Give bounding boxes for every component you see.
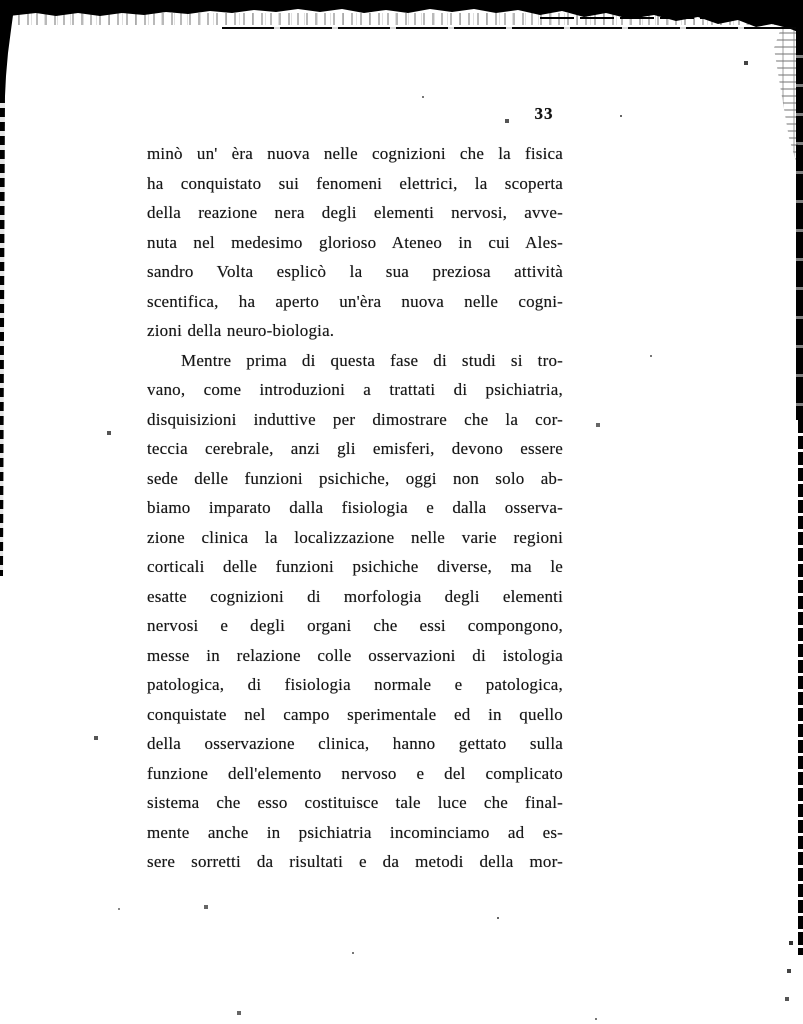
text-line: sistema che esso costituisce tale luce che final- [147,793,563,812]
paragraph-1 [147,139,563,346]
scan-artifact-specks [0,0,2,2]
text-line: zione clinica la localizzazione nelle varie regioni [147,527,563,547]
text-line: della reazione nera degli elementi nervosi, avve- [147,203,563,222]
text-line: ha conquistato sui fenomeni elettrici, la scoperta [147,173,563,193]
text-line: biamo imparato dalla fisiologia e dalla osserva- [147,498,563,517]
scan-artifact-right-edge [798,420,803,955]
text-line: messe in relazione colle osservazioni di istologia [147,645,563,665]
scan-artifact-left-edge [0,94,5,576]
text-line: nervosi e degli organi che essi compongono, [147,616,563,635]
text-line: corticali delle funzioni psichiche diverse, ma le [147,557,563,576]
scan-artifact-rule-line [540,17,803,19]
text-line: nuta nel medesimo glorioso Ateneo in cui Ales- [147,232,563,252]
scan-artifact-rule-line [222,27,797,29]
text-line: teccia cerebrale, anzi gli emisferi, devono essere [147,439,563,458]
text-line: sere sorretti da risultati e da metodi della mor- [147,852,563,871]
text-line: esatte cognizioni di morfologia degli elementi [147,586,563,606]
page-number: 33 [534,104,554,123]
text-line: della osservazione clinica, hanno gettato sulla [147,734,563,753]
scan-artifact-top-noise [0,13,803,25]
text-line: conquistate nel campo sperimentale ed in quello [147,704,563,724]
text-line: zioni della neuro-biologia. [147,321,335,340]
paragraph-2 [147,346,563,877]
text-line: minò un' èra nuova nelle cognizioni che la fisica [147,144,563,163]
scan-artifact-right-edge [796,0,803,420]
text-line: vano, come introduzioni a trattati di psichiatria, [147,380,563,399]
scan-artifact-corner-noise [768,18,798,168]
text-line: mente anche in psichiatria incominciamo ad es- [147,822,563,842]
text-line: disquisizioni induttive per dimostrare che la cor- [147,409,563,429]
text-line: sede delle funzioni psichiche, oggi non solo ab- [147,468,563,488]
text-line: Mentre prima di questa fase di studi si tro- [181,350,563,370]
text-line: sandro Volta esplicò la sua preziosa attività [147,262,563,281]
text-line: patologica, di fisiologia normale e patologica, [147,675,563,694]
text-line: scentifica, ha aperto un'èra nuova nelle cogni- [147,291,563,311]
text-line: funzione dell'elemento nervoso e del complicato [147,763,563,783]
page-text [147,139,563,877]
